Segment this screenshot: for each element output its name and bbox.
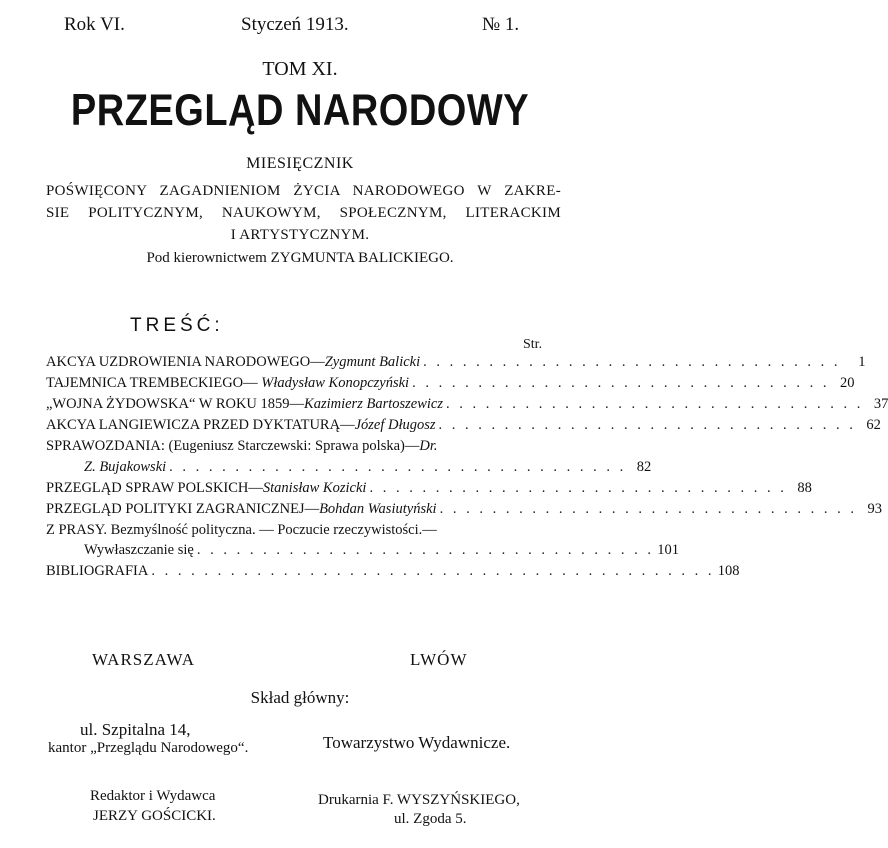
main-store-label: Skład główny:: [250, 688, 350, 707]
toc-author: Władysław Konopczyński: [261, 375, 410, 391]
city-lwow: LWÓW: [410, 650, 468, 669]
toc-page: 82: [636, 459, 652, 475]
printer-name: Drukarnia F. WYSZYŃSKIEGO,: [318, 792, 520, 808]
toc-entry: [46, 478, 812, 498]
toc-entry: [46, 436, 552, 456]
toc-leader: . . . . . . . . . . . . . . . . . . . . . . . . . . . . . . . .: [412, 375, 830, 391]
toc-entry-continuation: [84, 457, 652, 477]
toc-page: 37: [873, 396, 888, 412]
editor-line: Pod kierownictwem ZYGMUNTA BALICKIEGO.: [146, 250, 454, 266]
toc-title: SPRAWOZDANIA: (Eugeniusz Starczewski: Sprawa polska)—: [46, 438, 420, 454]
contents-heading: TREŚĆ:: [130, 315, 224, 336]
toc-title: BIBLIOGRAFIA: [46, 563, 149, 579]
toc-page: 20: [839, 375, 855, 391]
toc-entry: [46, 499, 882, 519]
page-column-label: Str.: [523, 337, 543, 352]
year-label: Rok VI.: [64, 14, 125, 35]
issue-number: № 1.: [482, 14, 520, 35]
city-warsaw: WARSZAWA: [92, 650, 195, 669]
toc-author: Zygmunt Balicki: [324, 354, 421, 370]
toc-leader: . . . . . . . . . . . . . . . . . . . . . . . . . . . . . . . .: [446, 396, 864, 412]
toc-page: 108: [717, 563, 740, 579]
toc-title: TAJEMNICA TREMBECKIEGO—: [46, 375, 262, 391]
toc-leader: . . . . . . . . . . . . . . . . . . . . . . . . . . . . . . . . . . .: [169, 459, 627, 475]
toc-leader: . . . . . . . . . . . . . . . . . . . . . . . . . . . . . . . .: [369, 480, 787, 496]
toc-entry: [46, 415, 881, 435]
toc-leader: . . . . . . . . . . . . . . . . . . . . . . . . . . . . . . . . . . . . . . . . . . .: [151, 563, 715, 579]
lwow-publisher: Towarzystwo Wydawnicze.: [323, 733, 511, 752]
toc-title: AKCYA LANGIEWICZA PRZED DYKTATURĄ—: [46, 417, 355, 433]
toc-author: Dr.: [419, 438, 438, 454]
journal-subtitle: MIESIĘCZNIK: [246, 155, 354, 172]
journal-title: PRZEGLĄD NARODOWY: [70, 86, 530, 136]
description-line-2: SIE POLITYCZNYM, NAUKOWYM, SPOŁECZNYM, LITERACKIM: [46, 205, 561, 221]
description-line-1: POŚWIĘCONY ZAGADNIENIOM ŻYCIA NARODOWEGO W ZAKRE-: [46, 183, 561, 199]
toc-title: PRZEGLĄD POLITYKI ZAGRANICZNEJ—: [46, 501, 320, 517]
toc-entry: [46, 561, 740, 581]
toc-page: 88: [797, 480, 812, 496]
toc-title: PRZEGLĄD SPRAW POLSKICH—: [46, 480, 263, 496]
volume-label: TOM XI.: [262, 58, 338, 80]
toc-author: Bohdan Wasiutyński: [319, 501, 437, 517]
toc-entry: [46, 373, 855, 393]
toc-page: 62: [866, 417, 881, 433]
toc-title: Z PRASY. Bezmyślność polityczna. — Poczucie rzeczywistości.—: [46, 522, 437, 538]
toc-page: 93: [867, 501, 882, 517]
toc-page: 101: [657, 542, 679, 558]
toc-entry-continuation: [84, 540, 679, 560]
toc-leader: . . . . . . . . . . . . . . . . . . . . . . . . . . . . . . . . . . .: [196, 542, 654, 558]
toc-author: Józef Długosz: [354, 417, 436, 433]
description-line-3: I ARTYSTYCZNYM.: [230, 227, 370, 243]
toc-entry: [46, 352, 866, 372]
printer-address: ul. Zgoda 5.: [394, 811, 467, 827]
toc-entry: [46, 394, 888, 414]
toc-leader: . . . . . . . . . . . . . . . . . . . . . . . . . . . . . . . .: [439, 501, 857, 517]
toc-title: „WOJNA ŻYDOWSKA“ W ROKU 1859—: [46, 396, 305, 412]
toc-leader: . . . . . . . . . . . . . . . . . . . . . . . . . . . . . . . .: [438, 417, 856, 433]
toc-author: Z. Bujakowski: [84, 459, 167, 475]
editor-name: JERZY GOŚCICKI.: [93, 808, 216, 824]
toc-title: AKCYA UZDROWIENIA NARODOWEGO—: [46, 354, 325, 370]
toc-entry: [46, 520, 552, 540]
warsaw-office: kantor „Przeglądu Narodowego“.: [48, 740, 249, 756]
toc-author: Kazimierz Bartoszewicz: [304, 396, 443, 412]
toc-leader: . . . . . . . . . . . . . . . . . . . . . . . . . . . . . . . .: [423, 354, 841, 370]
date-label: Styczeń 1913.: [241, 14, 349, 35]
editor-role: Redaktor i Wydawca: [90, 788, 216, 804]
warsaw-address: ul. Szpitalna 14,: [80, 720, 191, 739]
toc-author: Stanisław Kozicki: [262, 480, 367, 496]
toc-title-continuation: Wywłaszczanie się: [84, 542, 194, 558]
toc-page: 1: [858, 354, 866, 370]
